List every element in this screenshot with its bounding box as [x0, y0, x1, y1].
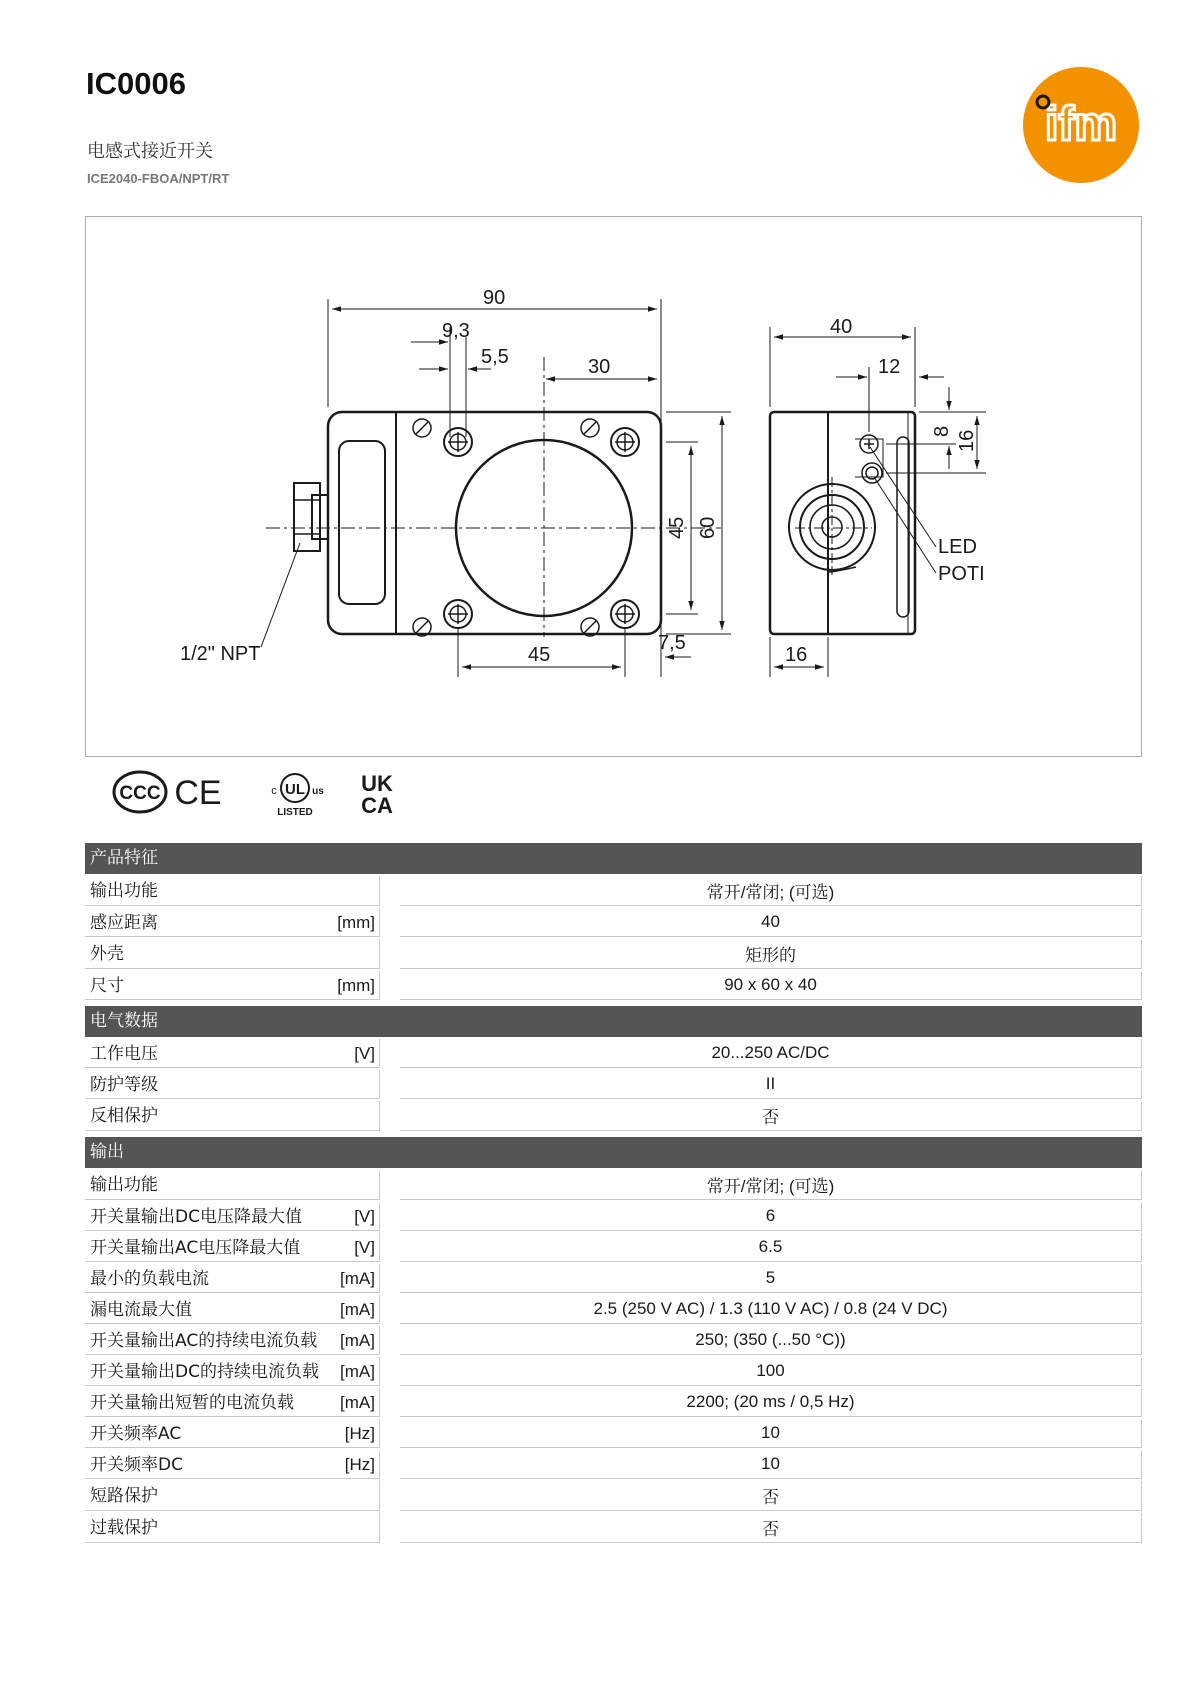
svg-text:LISTED: LISTED — [277, 807, 313, 818]
spec-row — [85, 1419, 1142, 1448]
spec-label: 外壳 — [90, 944, 124, 964]
spec-value: 5 — [400, 1264, 1142, 1293]
svg-text:UK: UK — [361, 771, 393, 796]
dim-12: 12 — [878, 356, 901, 378]
certification-marks — [110, 766, 410, 826]
spec-gap — [380, 1070, 400, 1099]
spec-label: 过载保护 — [90, 1518, 158, 1538]
dim-5-5: 5,5 — [481, 346, 509, 368]
spec-label-cell — [85, 1357, 380, 1386]
spec-label: 开关频率AC — [90, 1424, 182, 1444]
spec-row — [85, 1101, 1142, 1131]
spec-gap — [380, 1450, 400, 1479]
spec-unit: [mA] — [340, 1269, 375, 1288]
spec-unit: [Hz] — [344, 1424, 375, 1443]
spec-table — [85, 843, 1142, 1545]
spec-value: 10 — [400, 1419, 1142, 1448]
spec-value: 10 — [400, 1450, 1142, 1479]
spec-value: 否 — [400, 1101, 1142, 1131]
spec-row — [85, 1388, 1142, 1417]
spec-label: 防护等级 — [90, 1075, 158, 1095]
ifm-logo — [1022, 66, 1140, 184]
ul-listed-mark — [271, 774, 324, 818]
spec-row — [85, 1070, 1142, 1099]
spec-row — [85, 1450, 1142, 1479]
spec-label: 开关量输出短暂的电流负载 — [90, 1393, 294, 1413]
spec-row — [85, 908, 1142, 937]
spec-value: 否 — [400, 1481, 1142, 1511]
spec-gap — [380, 971, 400, 1000]
spec-label-cell — [85, 908, 380, 937]
spec-unit: [V] — [354, 1207, 375, 1226]
section-header: 电气数据 — [85, 1006, 1142, 1037]
spec-label-cell — [85, 1419, 380, 1448]
dim-30: 30 — [588, 356, 611, 378]
spec-unit: [mm] — [337, 976, 375, 995]
spec-label: 开关量输出DC电压降最大值 — [90, 1207, 302, 1227]
spec-label-cell — [85, 1295, 380, 1324]
spec-label-cell — [85, 1326, 380, 1355]
product-subtitle: 电感式接近开关 — [87, 141, 213, 162]
spec-row — [85, 1326, 1142, 1355]
spec-value: 90 x 60 x 40 — [400, 971, 1142, 1000]
spec-value: 6 — [400, 1202, 1142, 1231]
spec-row — [85, 876, 1142, 906]
spec-gap — [380, 1326, 400, 1355]
spec-value: 100 — [400, 1357, 1142, 1386]
spec-value: 矩形的 — [400, 939, 1142, 969]
spec-label: 短路保护 — [90, 1486, 158, 1506]
spec-label: 输出功能 — [90, 881, 158, 901]
spec-row — [85, 1295, 1142, 1324]
spec-gap — [380, 876, 400, 906]
spec-unit: [mm] — [337, 913, 375, 932]
logo-text: ifm — [1045, 98, 1117, 151]
spec-row — [85, 1202, 1142, 1231]
spec-label-cell — [85, 1233, 380, 1262]
poti-label: POTI — [938, 563, 985, 585]
svg-text:CA: CA — [361, 793, 393, 818]
spec-row — [85, 939, 1142, 969]
spec-label: 最小的负载电流 — [90, 1269, 209, 1289]
dim-40: 40 — [830, 316, 853, 338]
spec-row — [85, 1264, 1142, 1293]
dim-16-vertical: 16 — [956, 429, 978, 452]
spec-label: 工作电压 — [90, 1044, 158, 1064]
spec-label-cell — [85, 1202, 380, 1231]
ukca-mark — [361, 771, 393, 818]
led-label: LED — [938, 536, 977, 558]
spec-label-cell — [85, 1264, 380, 1293]
spec-label-cell — [85, 1513, 380, 1543]
svg-text:CCC: CCC — [119, 783, 161, 804]
spec-row — [85, 971, 1142, 1000]
spec-row — [85, 1170, 1142, 1200]
svg-text:c: c — [271, 785, 277, 797]
spec-gap — [380, 1233, 400, 1262]
ce-mark: CE — [174, 774, 222, 812]
spec-unit: [V] — [354, 1238, 375, 1257]
spec-gap — [380, 1513, 400, 1543]
spec-value: 6.5 — [400, 1233, 1142, 1262]
spec-row — [85, 1039, 1142, 1068]
front-view — [266, 357, 721, 637]
spec-value: 常开/常闭; (可选) — [400, 1170, 1142, 1200]
spec-gap — [380, 1419, 400, 1448]
spec-unit: [mA] — [340, 1300, 375, 1319]
spec-label: 开关量输出DC的持续电流负载 — [90, 1362, 319, 1382]
spec-gap — [380, 1039, 400, 1068]
dim-60: 60 — [697, 516, 719, 539]
spec-label-cell — [85, 1101, 380, 1131]
svg-text:UL: UL — [285, 781, 305, 798]
page-title: IC0006 — [86, 66, 186, 101]
spec-value: 2.5 (250 V AC) / 1.3 (110 V AC) / 0.8 (24 V DC) — [400, 1295, 1142, 1324]
spec-label-cell — [85, 1450, 380, 1479]
spec-gap — [380, 1170, 400, 1200]
spec-value: 2200; (20 ms / 0,5 Hz) — [400, 1388, 1142, 1417]
spec-gap — [380, 939, 400, 969]
spec-label-cell — [85, 1170, 380, 1200]
spec-row — [85, 1233, 1142, 1262]
section-header: 输出 — [85, 1137, 1142, 1168]
spec-gap — [380, 1357, 400, 1386]
product-model: ICE2040-FBOA/NPT/RT — [87, 171, 230, 186]
svg-text:us: us — [312, 786, 324, 797]
spec-label: 尺寸 — [90, 976, 124, 996]
spec-value: 20...250 AC/DC — [400, 1039, 1142, 1068]
spec-label-cell — [85, 971, 380, 1000]
spec-unit: [mA] — [340, 1331, 375, 1350]
spec-label-cell — [85, 939, 380, 969]
dim-45-horizontal: 45 — [528, 644, 551, 666]
spec-gap — [380, 908, 400, 937]
spec-gap — [380, 1202, 400, 1231]
spec-label: 反相保护 — [90, 1106, 158, 1126]
spec-gap — [380, 1295, 400, 1324]
dim-8: 8 — [931, 425, 953, 437]
section-header: 产品特征 — [85, 843, 1142, 874]
spec-gap — [380, 1264, 400, 1293]
spec-label: 开关频率DC — [90, 1455, 183, 1475]
spec-unit: [Hz] — [344, 1455, 375, 1474]
spec-label-cell — [85, 1070, 380, 1099]
dim-16-horizontal: 16 — [785, 644, 808, 666]
spec-label-cell — [85, 1481, 380, 1511]
side-dimensions — [770, 327, 986, 677]
spec-row — [85, 1513, 1142, 1543]
spec-gap — [380, 1481, 400, 1511]
spec-label: 开关量输出AC的持续电流负载 — [90, 1331, 318, 1351]
spec-label-cell — [85, 1388, 380, 1417]
dim-9-3: 9,3 — [442, 320, 470, 342]
spec-value: 40 — [400, 908, 1142, 937]
spec-unit: [mA] — [340, 1362, 375, 1381]
spec-value: 常开/常闭; (可选) — [400, 876, 1142, 906]
spec-unit: [mA] — [340, 1393, 375, 1412]
spec-label: 开关量输出AC电压降最大值 — [90, 1238, 301, 1258]
spec-value: 否 — [400, 1513, 1142, 1543]
spec-label-cell — [85, 876, 380, 906]
ccc-mark — [114, 772, 166, 812]
spec-gap — [380, 1388, 400, 1417]
spec-row — [85, 1481, 1142, 1511]
dimension-drawing — [85, 216, 1142, 757]
dim-45-vertical: 45 — [666, 516, 688, 539]
spec-unit: [V] — [354, 1044, 375, 1063]
spec-row — [85, 1357, 1142, 1386]
spec-gap — [380, 1101, 400, 1131]
dim-7-5: 7,5 — [658, 632, 686, 654]
spec-label: 漏电流最大值 — [90, 1300, 192, 1320]
dim-90: 90 — [483, 287, 506, 309]
spec-value: 250; (350 (...50 °C)) — [400, 1326, 1142, 1355]
side-view — [770, 412, 915, 634]
spec-value: II — [400, 1070, 1142, 1099]
spec-label: 感应距离 — [90, 913, 158, 933]
spec-label: 输出功能 — [90, 1175, 158, 1195]
spec-label-cell — [85, 1039, 380, 1068]
npt-label: 1/2" NPT — [180, 643, 261, 665]
